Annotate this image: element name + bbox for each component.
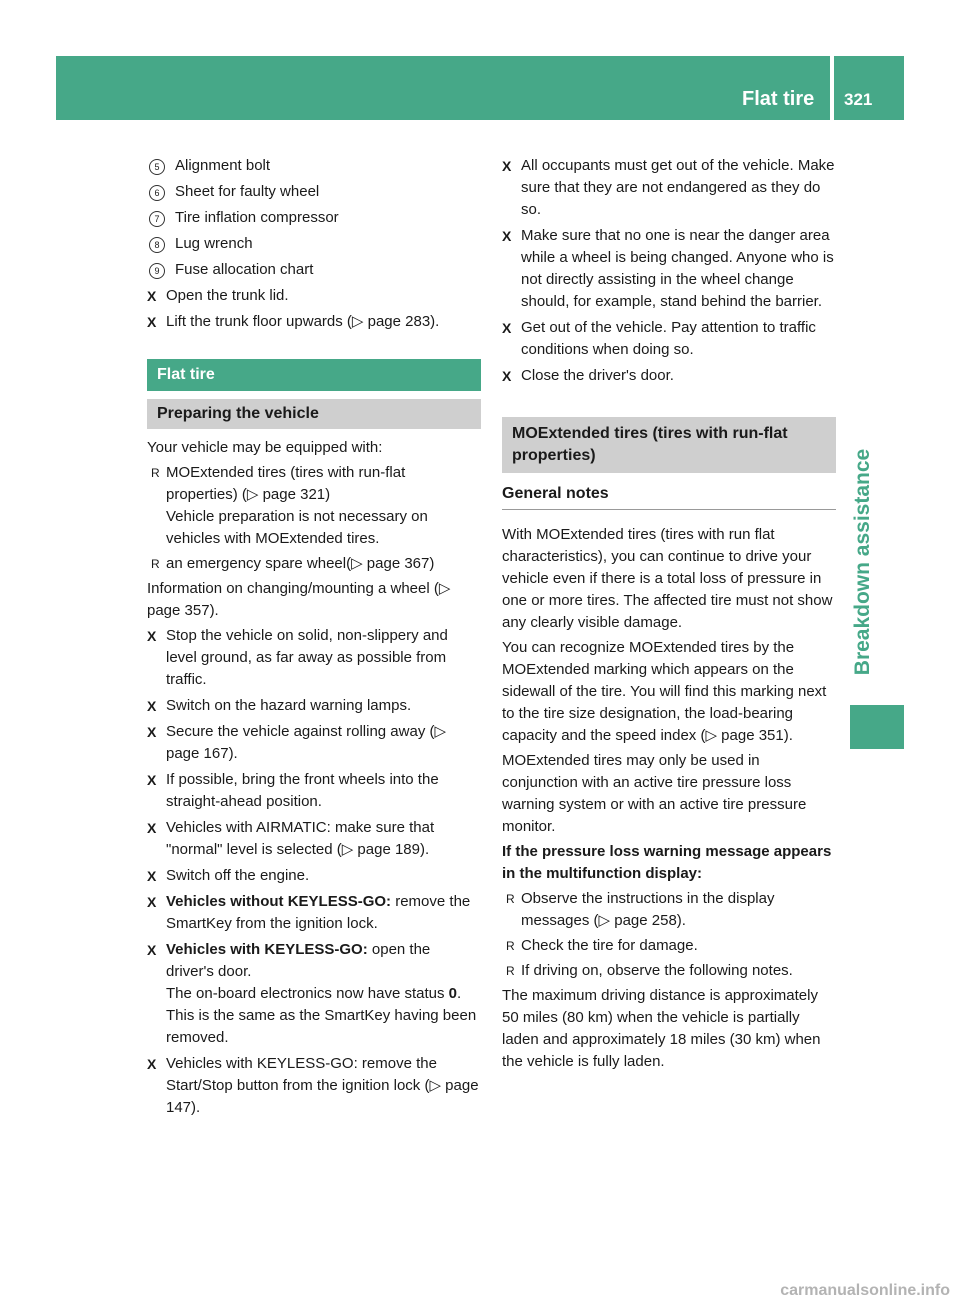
bullet-note: Vehicle preparation is not necessary on vehicles with MOExtended tires.	[166, 508, 428, 547]
page-number: 321	[844, 90, 873, 109]
legend-item	[147, 259, 481, 281]
legend-item	[147, 155, 481, 177]
step-text: If possible, bring the front wheels into the straight-ahead position.	[166, 771, 439, 810]
bullet-icon: R	[151, 557, 160, 571]
step-item	[147, 865, 481, 887]
bullet-text: MOExtended tires (tires with run-flat properties) (▷ page 321)	[166, 464, 406, 503]
bullet-icon: R	[506, 939, 515, 953]
callout-number: 8	[149, 237, 165, 253]
step-arrow-icon: X	[147, 894, 157, 910]
step-item	[147, 285, 481, 307]
callout-number: 5	[149, 159, 165, 175]
subsection-heading-preparing: Preparing the vehicle	[147, 399, 481, 429]
step-text: Vehicles with KEYLESS-GO: remove the Start/Stop button from the ignition lock (▷ page 147).	[166, 1055, 479, 1116]
note-text: The on-board electronics now have status	[166, 985, 449, 1002]
step-item	[147, 939, 481, 1049]
bullet-item	[147, 462, 481, 550]
legend-text: Tire inflation compressor	[175, 209, 339, 226]
legend-item	[147, 207, 481, 229]
step-arrow-icon: X	[147, 628, 157, 644]
step-arrow-icon: X	[147, 724, 157, 740]
bullet-icon: R	[506, 892, 515, 906]
status-value: 0	[448, 985, 457, 1002]
step-note	[166, 983, 481, 1049]
chapter-tab[interactable]	[845, 432, 881, 692]
bullet-item	[502, 960, 836, 982]
step-item	[147, 1053, 481, 1119]
bullet-icon: R	[151, 466, 160, 480]
step-item	[147, 311, 481, 333]
step-arrow-icon: X	[147, 288, 157, 304]
bullet-text: an emergency spare wheel(▷ page 367)	[166, 555, 435, 572]
legend-item	[147, 181, 481, 203]
step-arrow-icon: X	[147, 698, 157, 714]
info-text: Information on changing/mounting a wheel (▷ page 357).	[147, 580, 451, 619]
left-column	[147, 155, 481, 1123]
chapter-marker	[850, 705, 904, 749]
step-arrow-icon: X	[502, 228, 512, 244]
callout-number: 7	[149, 211, 165, 227]
step-arrow-icon: X	[502, 158, 512, 174]
bullet-icon: R	[506, 964, 515, 978]
legend-text: Sheet for faulty wheel	[175, 183, 320, 200]
step-text: open the driver's door.	[166, 941, 431, 980]
callout-number: 6	[149, 185, 165, 201]
paragraph: You can recognize MOExtended tires by the MOExtended marking which appears on the sidewall of the tire. You will find this marking next to the tire size designation, the load-bearing capacity and the speed index (▷ page 351).	[502, 639, 827, 744]
step-text: Open the trunk lid.	[166, 287, 289, 304]
step-item	[147, 817, 481, 861]
step-text: Close the driver's door.	[521, 367, 674, 384]
step-text: Get out of the vehicle. Pay attention to traffic conditions when doing so.	[521, 319, 816, 358]
callout-number: 9	[149, 263, 165, 279]
bullet-item	[502, 888, 836, 932]
step-item	[147, 625, 481, 691]
step-text: Lift the trunk floor upwards (▷ page 283).	[166, 313, 440, 330]
step-arrow-icon: X	[147, 1056, 157, 1072]
bullet-text: Check the tire for damage.	[521, 937, 698, 954]
section-heading-moextended: MOExtended tires (tires with run-flat properties)	[502, 417, 836, 473]
step-text: Secure the vehicle against rolling away (▷ page 167).	[166, 723, 447, 762]
step-arrow-icon: X	[147, 314, 157, 330]
bullet-text: Observe the instructions in the display messages (▷ page 258).	[521, 890, 775, 929]
intro-text: Your vehicle may be equipped with:	[147, 439, 383, 456]
step-arrow-icon: X	[147, 772, 157, 788]
step-item	[502, 365, 836, 387]
subheading-general-notes: General notes	[502, 483, 836, 510]
step-arrow-icon: X	[147, 820, 157, 836]
bullet-text: If driving on, observe the following notes.	[521, 962, 793, 979]
step-item	[502, 317, 836, 361]
legend-text: Fuse allocation chart	[175, 261, 314, 278]
step-arrow-icon: X	[502, 368, 512, 384]
bullet-item	[147, 553, 481, 575]
legend-text: Alignment bolt	[175, 157, 271, 174]
step-item	[147, 721, 481, 765]
bullet-item	[502, 935, 836, 957]
right-column	[502, 155, 836, 1076]
step-item	[502, 155, 836, 221]
legend-text: Lug wrench	[175, 235, 253, 252]
note-text: . This is the same as the SmartKey having been removed.	[166, 985, 477, 1046]
step-item	[147, 891, 481, 935]
step-item	[502, 225, 836, 313]
step-arrow-icon: X	[147, 868, 157, 884]
step-text: All occupants must get out of the vehicle. Make sure that they are not endangered as they do so.	[521, 157, 835, 218]
step-item	[147, 695, 481, 717]
step-item	[147, 769, 481, 813]
step-text: Vehicles with AIRMATIC: make sure that "normal" level is selected (▷ page 189).	[166, 819, 435, 858]
step-condition: Vehicles with KEYLESS-GO:	[166, 941, 368, 958]
legend-item	[147, 233, 481, 255]
section-heading-flat-tire: Flat tire	[147, 359, 481, 391]
bold-heading: If the pressure loss warning message appears in the multifunction display:	[502, 843, 832, 882]
paragraph: The maximum driving distance is approximately 50 miles (80 km) when the vehicle is partially laden and approximately 18 miles (30 km) when the vehicle is fully laden.	[502, 987, 821, 1070]
step-text: remove the SmartKey from the ignition lock.	[166, 893, 471, 932]
step-arrow-icon: X	[502, 320, 512, 336]
step-arrow-icon: X	[147, 942, 157, 958]
watermark: carmanualsonline.info	[780, 1282, 950, 1299]
step-text: Switch on the hazard warning lamps.	[166, 697, 412, 714]
step-text: Switch off the engine.	[166, 867, 310, 884]
chapter-tab-label: Breakdown assistance	[851, 448, 874, 676]
paragraph: MOExtended tires may only be used in conjunction with an active tire pressure loss warning system or with an active tire pressure monitor.	[502, 752, 807, 835]
step-condition: Vehicles without KEYLESS-GO:	[166, 893, 392, 910]
step-text: Make sure that no one is near the danger area while a wheel is being changed. Anyone who is not directly assisting in the wheel change should, for example, stand behind the barrier.	[521, 227, 834, 310]
page-title: Flat tire	[742, 88, 815, 110]
paragraph: With MOExtended tires (tires with run flat characteristics), you can continue to drive your vehicle even if there is a total loss of pressure in one or more tires. The affected tire must not show any clearly visible damage.	[502, 526, 833, 631]
header-divider	[830, 56, 834, 120]
step-text: Stop the vehicle on solid, non-slippery and level ground, as far away as possible from traffic.	[166, 627, 448, 688]
